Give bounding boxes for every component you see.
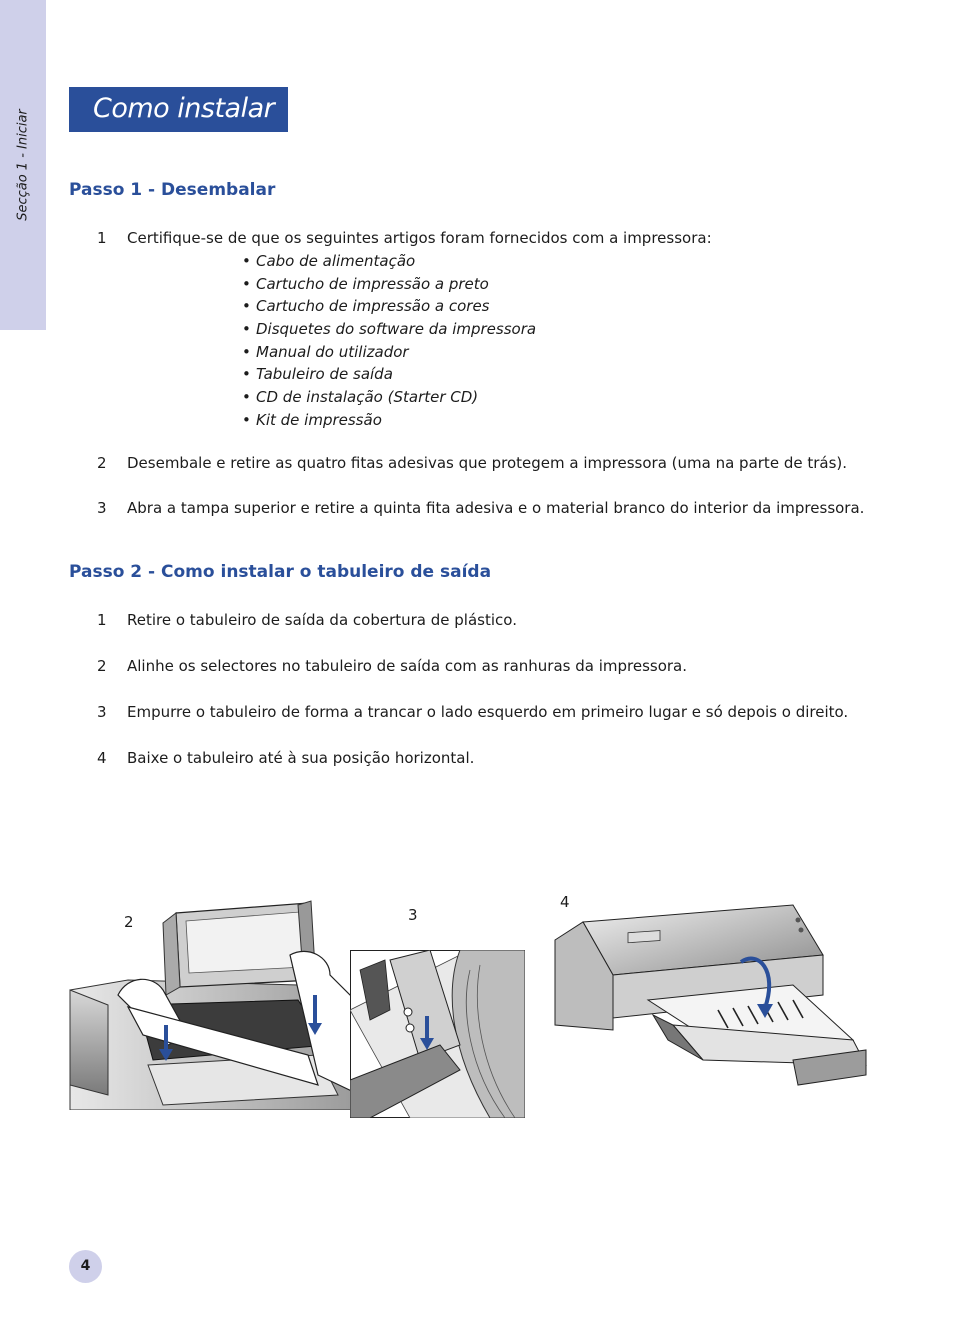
- step1-item-3-num: 3: [97, 499, 107, 517]
- list-item: • CD de instalação (Starter CD): [242, 388, 479, 407]
- step1-item-2-text: Desembale e retire as quatro fitas adesivas que protegem a impressora (uma na parte de trás).: [127, 454, 848, 472]
- figure-label-2: 2: [124, 913, 134, 931]
- page-number: 4: [69, 1250, 102, 1283]
- step2-item-4-num: 4: [97, 749, 107, 767]
- step2-item-4-text: Baixe o tabuleiro até à sua posição horizontal.: [127, 749, 475, 767]
- step1-item-1-num: 1: [97, 229, 107, 247]
- list-item: • Disquetes do software da impressora: [242, 320, 537, 339]
- printer-open-lid-illustration: [68, 895, 360, 1110]
- step2-item-1-num: 1: [97, 611, 107, 629]
- step2-heading: Passo 2 - Como instalar o tabuleiro de saída: [69, 562, 492, 582]
- step1-item-3-text: Abra a tampa superior e retire a quinta fita adesiva e o material branco do interior da impressora.: [127, 499, 865, 517]
- step1-item-2-num: 2: [97, 454, 107, 472]
- step2-item-3-text: Empurre o tabuleiro de forma a trancar o lado esquerdo em primeiro lugar e só depois o direito.: [127, 703, 849, 721]
- list-item: • Tabuleiro de saída: [242, 365, 393, 384]
- list-item: • Cabo de alimentação: [242, 252, 416, 270]
- step1-item-1-text: Certifique-se de que os seguintes artigos foram fornecidos com a impressora:: [127, 229, 712, 247]
- page-title-box: [69, 87, 288, 132]
- printer-output-tray-illustration: [553, 900, 868, 1088]
- step2-item-2-text: Alinhe os selectores no tabuleiro de saída com as ranhuras da impressora.: [127, 657, 688, 675]
- step2-item-1-text: Retire o tabuleiro de saída da cobertura de plástico.: [127, 611, 517, 629]
- step1-heading: Passo 1 - Desembalar: [69, 180, 276, 200]
- tape-closeup-illustration: [350, 950, 525, 1118]
- figure-label-4: 4: [560, 893, 570, 911]
- list-item: • Kit de impressão: [242, 410, 382, 429]
- list-item: • Manual do utilizador: [242, 342, 409, 361]
- step2-item-3-num: 3: [97, 703, 107, 721]
- page-title: Como instalar: [93, 93, 275, 124]
- step2-item-2-num: 2: [97, 657, 107, 675]
- list-item: • Cartucho de impressão a cores: [242, 297, 490, 316]
- list-item: • Cartucho de impressão a preto: [242, 274, 489, 293]
- contents-list: [242, 250, 536, 432]
- figure-label-3: 3: [408, 906, 418, 924]
- section-label: Secção 1 - Iniciar: [15, 109, 31, 221]
- side-tab: [0, 0, 46, 330]
